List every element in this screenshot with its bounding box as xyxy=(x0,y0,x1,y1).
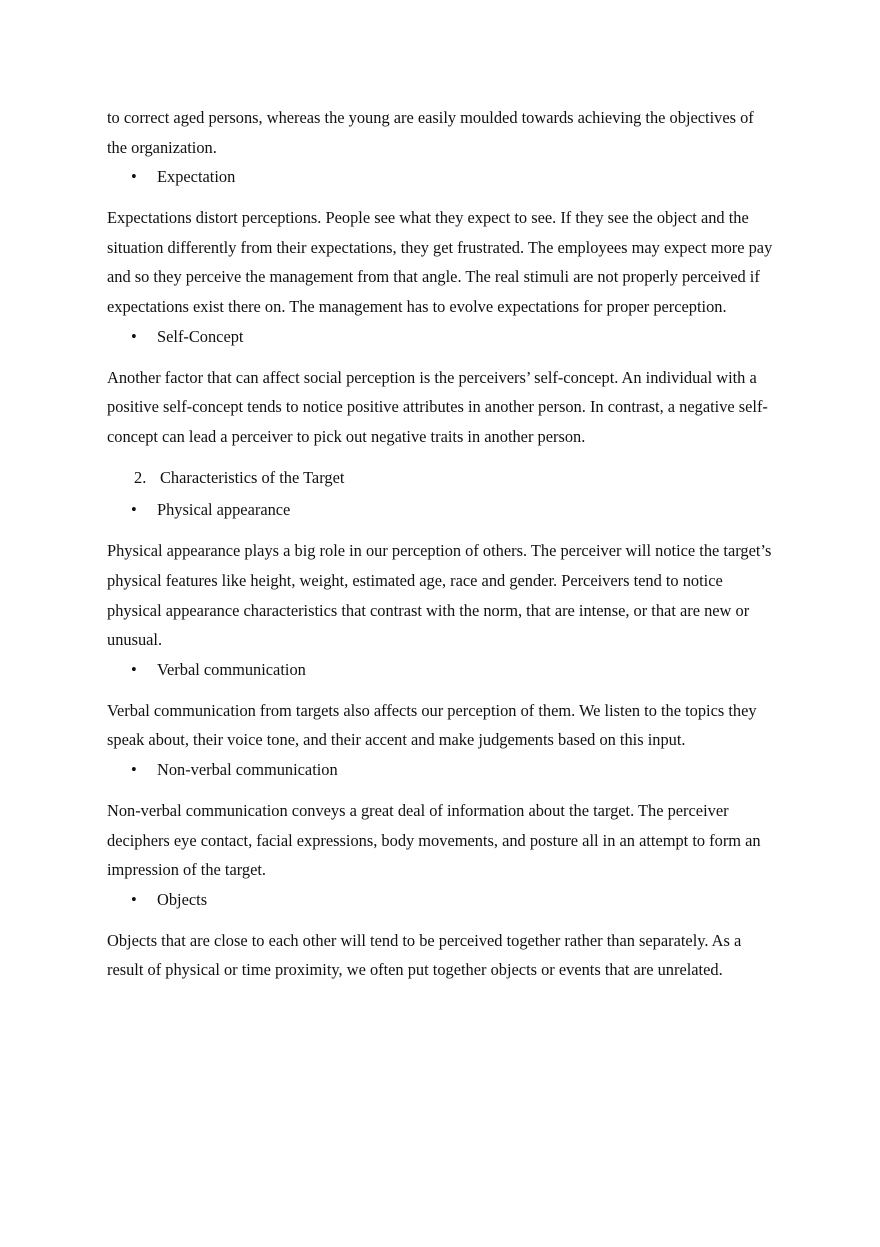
bullet-self-concept xyxy=(107,322,775,352)
bullet-marker: • xyxy=(131,889,137,909)
bullet-marker: • xyxy=(131,326,137,346)
bullet-heading: Expectation xyxy=(157,167,236,187)
paragraph-objects: Objects that are close to each other will tend to be perceived together rather than separately. As a result of physical or time proximity, we often put together objects or events that are unrelated. xyxy=(107,930,742,980)
bullet-non-verbal-communication xyxy=(107,755,775,785)
bullet-heading: Non-verbal communication xyxy=(157,759,338,779)
bullet-marker: • xyxy=(131,759,137,779)
document-body xyxy=(107,103,775,985)
bullet-expectation xyxy=(107,162,775,192)
paragraph-non-verbal-communication: Non-verbal communication conveys a great deal of information about the target. The perceiver deciphers eye contact, facial expressions, body movements, and posture all in an attempt to form an impression of the target. xyxy=(107,800,761,880)
bullet-physical-appearance xyxy=(107,495,775,525)
bullet-verbal-communication xyxy=(107,655,775,685)
paragraph-expectation: Expectations distort perceptions. People see what they expect to see. If they see the object and the situation differently from their expectations, they get frustrated. The employees may expect more pay and so they perceive the management from that angle. The real stimuli are not properly perceived if expectations exist there on. The management has to evolve expectations for proper perception. xyxy=(107,208,773,316)
numbered-heading-text: Characteristics of the Target xyxy=(160,468,345,488)
numbered-heading-target-characteristics xyxy=(107,463,775,493)
bullet-objects xyxy=(107,885,775,915)
bullet-heading: Verbal communication xyxy=(157,659,306,679)
bullet-marker: • xyxy=(131,167,137,187)
bullet-heading: Self-Concept xyxy=(157,326,244,346)
number-marker: 2. xyxy=(134,468,147,488)
paragraph-age-continuation: to correct aged persons, whereas the young are easily moulded towards achieving the objectives of the organization. xyxy=(107,108,754,157)
paragraph-self-concept: Another factor that can affect social perception is the perceivers’ self-concept. An individual with a positive self-concept tends to notice positive attributes in another person. In contrast, a negative self-concept can lead a perceiver to pick out negative traits in another person. xyxy=(107,367,768,446)
bullet-marker: • xyxy=(131,500,137,520)
paragraph-verbal-communication: Verbal communication from targets also affects our perception of them. We listen to the topics they speak about, their voice tone, and their accent and make judgements based on this input. xyxy=(107,700,757,750)
bullet-heading: Objects xyxy=(157,889,208,909)
bullet-heading: Physical appearance xyxy=(157,500,291,520)
bullet-marker: • xyxy=(131,659,137,679)
paragraph-physical-appearance: Physical appearance plays a big role in our perception of others. The perceiver will notice the target’s physical features like height, weight, estimated age, race and gender. Perceivers tend to notice physical appearance characteristics that contrast with the norm, that are intense, or that are new or unusual. xyxy=(107,541,772,650)
